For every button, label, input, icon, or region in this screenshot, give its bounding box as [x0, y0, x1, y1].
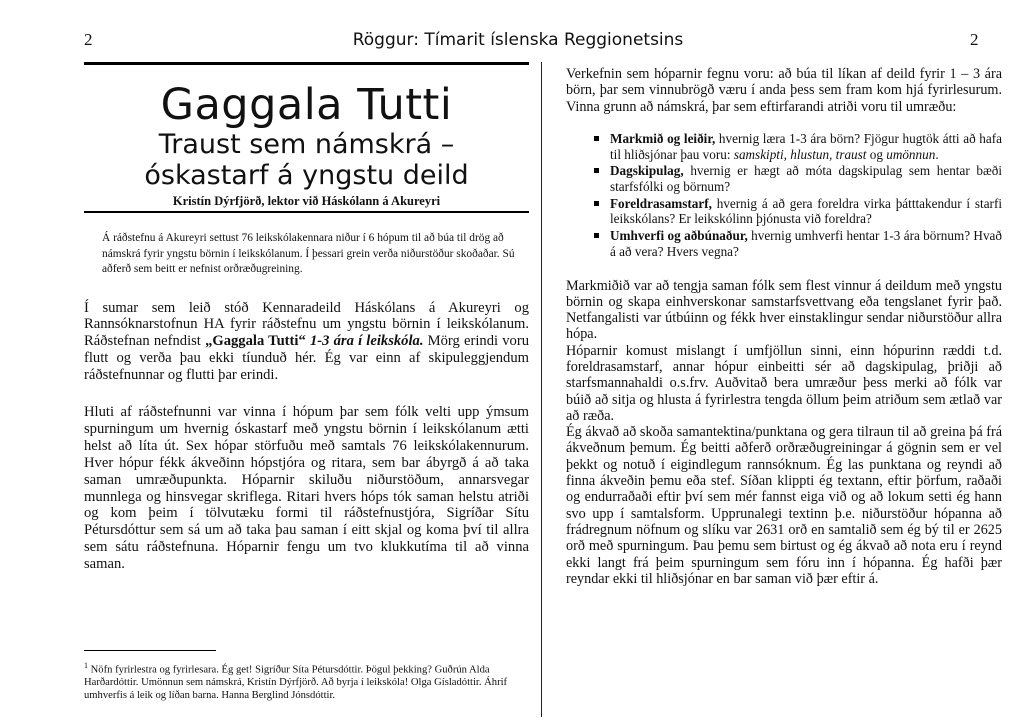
paragraph-groups: Hluti af ráðstefnunni var vinna í hópum þar sem fólk velti upp ýmsum spurningum um hvernig óskastarf með yngstu börnin í leikskólanum ætti helst að líta út. Sex hópar störfuðu með samtals 76 leikskólakennurum. Hver hópur fékk ákveðinn hópstjóra og ritara, sem bar ábyrgð á að taka saman umræðupunkta. Hóparnir skiluðu niðurstöðum, annarsvegar munnlega og hinsvegar skriflega. Ritari hvers hóps tók saman helstu atriði og kom þeim í tölvutæku formi til ráðstefnustjóra, Sigríðar Sítu Pétursdóttur sem sá um að taka þau saman í eitt skjal og koma því til allra sem sátu ráðstefnuna. Hóparnir fengu um tvo klukkutíma til að vinna saman.: [84, 404, 529, 573]
left-column: [84, 62, 529, 573]
list-item-text: hvernig er hægt að móta dagskipulag sem hentar bæði starfsfólki og börnum?: [610, 163, 1002, 194]
article-subtitle-1: Traust sem námskrá –: [158, 129, 455, 160]
list-item-heading: Markmið og leiðir,: [610, 130, 716, 146]
right-column: [566, 66, 1002, 587]
footnote-text: Nöfn fyrirlestra og fyrirlesara. Ég get! Sigríður Síta Pétursdóttir. Þögul þekking? Guðrún Alda Harðardóttir. Umönnun sem námskrá, Kristín Dýrfjörð. Að byrja í leikskóla! Olga Gísladóttir. Áhrif umhverfis á leik og líðan barna. Hanna Berglind Jónsdóttir.: [84, 664, 508, 701]
list-item-text: hvernig umhverfi hentar 1-3 ára börnum? Hvað á að vera? Hvers vegna?: [610, 228, 1002, 259]
tasks-intro: Verkefnin sem hóparnir fegnu voru: að búa til líkan af deild fyrir 1 – 3 ára börn, þar sem vinnubrögð væru í anda þess sem fram kom hjá fyrirlesurum. Vinna grunn að námskrá, þar sem eftirfarandi atriði voru til umræðu:: [566, 66, 1002, 115]
para1-event-name: „Gaggala Tutti“: [205, 333, 306, 350]
abstract: Á ráðstefnu á Akureyri settust 76 leikskólakennara niður í 6 hópum til að búa til drög að námskrá fyrir yngstu börnin í leikskólanum. Í þessari grein verða niðurstöður skoðaðar. Sú aðferð sem beitt er nefnist orðræðugreining.: [102, 232, 515, 275]
list-item-concepts: samskipti, hlustun, traust: [733, 146, 867, 162]
task-list: [566, 131, 1002, 260]
para1-text-c: Ég var einn af skipuleggjendum ráðstefnunnar og flutti þar erindi.: [84, 350, 529, 384]
article-author: Kristín Dýrfjörð, lektor við Háskólann á Akureyri: [172, 194, 441, 208]
list-item-concept: umönnun: [886, 146, 936, 162]
para1-text-a: Í sumar sem leið stóð Kennaradeild Háskólans á Akureyri og Rannsóknarstofnun HA fyrir ráðstefnu um yngstu börnin í leikskólanum. Ráðstefnan nefndist: [84, 299, 529, 350]
footnote: [84, 660, 514, 703]
paragraph-goal: Markmiðið var að tengja saman fólk sem flest vinnur á deildum með yngstu börnin og skapa einhverskonar samstarfsvettvang eða tengslanet fyrir það. Netfangalisti var útbúinn og fékk hver einstaklingur sendar niðurstöður allra hópa.: [566, 277, 1002, 343]
list-item-heading: Foreldrasamstarf,: [610, 195, 712, 211]
page-number-left: 2: [84, 30, 93, 49]
para1-event-sub: 1-3 ára í leikskóla.: [305, 333, 424, 350]
paragraph-method: Ég ákvað að skoða samantektina/punktana og gera tilraun til að greina þá frá ákveðnum þemum. Ég beitti aðferð orðræðugreiningar á gögnin sem er vel þekkt og notuð í eigindlegum rannsóknum. Ég las punktana og reyndi að finna ákveðin þemu eða stef. Síðan klippti ég textann, eftir þörfum, raðaði og endurraðaði eftir því sem mér fannst eiga við og að lokum setti ég hann svo upp í samtalsform. Upprunalegi textinn þ.e. niðurstöður hópanna að frádregnum nöfnum og slíku var 2631 orð en samtalið sem ég bý til er 2625 orð með spurningum. Þau þemu sem birtust og ég ákvað að nota eru í reynd ekki langt frá þeim spurningum sem fóru inn í hópanna. Ég hafði þær reyndar ekki til hliðsjónar en bar saman við þær eftir á.: [566, 424, 1002, 587]
page-number-right: 2: [970, 30, 979, 49]
article-title: Gaggala Tutti: [160, 80, 453, 130]
list-item-text: hvernig á að gera foreldra virka þátttakendur í starfi leikskólans? Er leikskólinn þjónusta við foreldra?: [610, 195, 1002, 227]
list-item: [594, 131, 1002, 162]
list-item-heading: Umhverfi og aðbúnaður,: [610, 228, 748, 244]
list-item-text: og: [866, 146, 887, 162]
list-item-text: hvernig læra 1-3 ára börn? Fjögur hugtök átti að hafa til hliðsjónar þau voru:: [610, 130, 1002, 162]
title-block: [84, 62, 529, 213]
footnote-mark: 1: [84, 661, 88, 670]
list-item: [594, 228, 1002, 259]
column-divider: [541, 62, 542, 717]
list-item: [594, 196, 1002, 227]
paragraph-intro: [84, 300, 529, 385]
para1-text-b: Mörg erindi voru flutt og verða þau ekki tíunduð hér.: [84, 333, 529, 367]
list-item-heading: Dagskipulag,: [610, 163, 684, 179]
list-item-text: .: [935, 146, 939, 162]
running-header: Röggur: Tímarit íslenska Reggionetsins: [352, 30, 684, 50]
paragraph-discussion: Hóparnir komust mislangt í umfjöllun sinni, einn hópurinn ræddi t.d. foreldrasamstarf, annar hópur einbeitti sér að dagskipulag, þriðji að starfsmannahaldi o.s.frv. Auðvitað bera umræður þess merki að fólk var búið að sitja og hlusta á fyrirlestra tengda öllum þeim atriðum sem ætlað var að ræða.: [566, 342, 1002, 424]
footnote-rule: [84, 650, 216, 651]
list-item: [594, 163, 1002, 194]
article-subtitle-2: óskastarf á yngstu deild: [144, 160, 469, 191]
